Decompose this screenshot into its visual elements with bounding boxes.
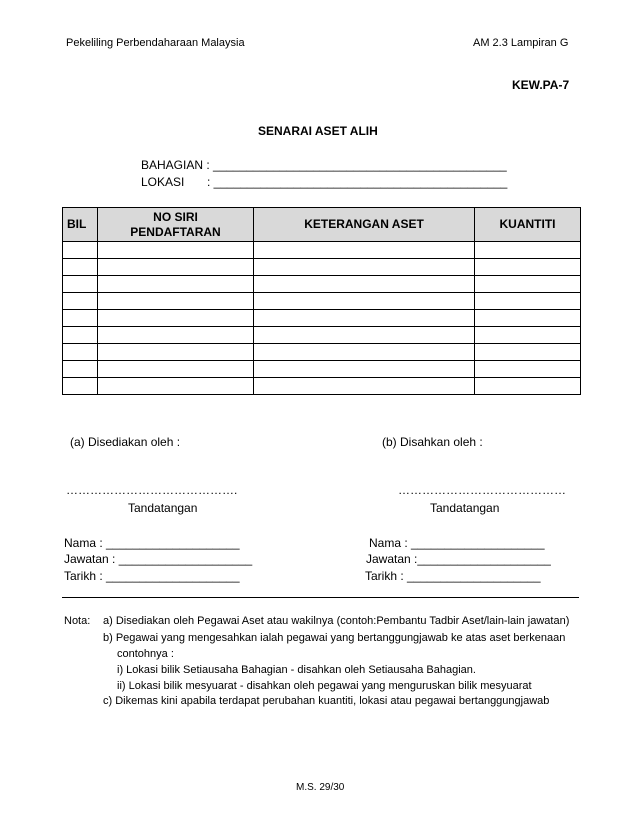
- approved-by-jawatan: Jawatan :____________________: [366, 552, 551, 566]
- table-row: [63, 310, 581, 327]
- notes-label: Nota:: [64, 615, 91, 627]
- column-header-keterangan: KETERANGAN ASET: [254, 208, 475, 242]
- lokasi-label: LOKASI: [141, 175, 185, 189]
- circular-reference: Pekeliling Perbendaharaan Malaysia: [66, 37, 245, 49]
- approved-by-signature-label: Tandatangan: [430, 501, 500, 515]
- table-cell-no-siri: [98, 310, 254, 327]
- table-cell-no-siri: [98, 378, 254, 395]
- column-header-bil: BIL: [63, 208, 98, 242]
- table-row: [63, 259, 581, 276]
- table-row: [63, 327, 581, 344]
- section-divider: [62, 597, 579, 598]
- prepared-by-nama: Nama : ____________________: [64, 536, 240, 550]
- appendix-reference: AM 2.3 Lampiran G: [473, 37, 569, 49]
- table-cell-kuantiti: [475, 259, 581, 276]
- table-cell-keterangan: [254, 276, 475, 293]
- table-cell-no-siri: [98, 361, 254, 378]
- page-number: M.S. 29/30: [296, 782, 345, 793]
- table-row: [63, 378, 581, 395]
- table-cell-bil: [63, 293, 98, 310]
- table-cell-bil: [63, 378, 98, 395]
- table-cell-bil: [63, 276, 98, 293]
- table-cell-kuantiti: [475, 293, 581, 310]
- table-cell-keterangan: [254, 259, 475, 276]
- table-row: [63, 361, 581, 378]
- note-a: a) Disediakan oleh Pegawai Aset atau wakilnya (contoh:Pembantu Tadbir Aset/lain-lain jawatan): [103, 615, 570, 627]
- form-code: KEW.PA-7: [512, 78, 570, 92]
- note-c: c) Dikemas kini apabila terdapat perubahan kuantiti, lokasi atau pegawai bertanggungjawab: [103, 695, 550, 707]
- table-cell-bil: [63, 344, 98, 361]
- page-title: SENARAI ASET ALIH: [258, 124, 378, 138]
- approved-by-signature-line: ……………………………………: [398, 483, 566, 497]
- table-cell-kuantiti: [475, 242, 581, 259]
- table-row: [63, 344, 581, 361]
- table-row: [63, 293, 581, 310]
- table-cell-bil: [63, 361, 98, 378]
- note-b: b) Pegawai yang mengesahkan ialah pegawai yang bertanggungjawab ke atas aset berkenaan: [103, 632, 566, 644]
- table-cell-keterangan: [254, 344, 475, 361]
- prepared-by-heading: (a) Disediakan oleh :: [70, 435, 181, 449]
- lokasi-field: : ____________________________________________: [207, 175, 508, 189]
- table-cell-no-siri: [98, 276, 254, 293]
- approved-by-nama: Nama : ____________________: [369, 536, 545, 550]
- table-cell-keterangan: [254, 361, 475, 378]
- table-cell-keterangan: [254, 242, 475, 259]
- approved-by-heading: (b) Disahkan oleh :: [382, 435, 483, 449]
- approved-by-tarikh: Tarikh : ____________________: [365, 569, 541, 583]
- table-cell-kuantiti: [475, 310, 581, 327]
- table-cell-kuantiti: [475, 276, 581, 293]
- table-cell-keterangan: [254, 378, 475, 395]
- table-header-row: [63, 208, 581, 242]
- table-cell-no-siri: [98, 344, 254, 361]
- table-cell-no-siri: [98, 242, 254, 259]
- table-cell-no-siri: [98, 293, 254, 310]
- table-cell-no-siri: [98, 327, 254, 344]
- prepared-by-signature-label: Tandatangan: [128, 501, 198, 515]
- asset-table: [62, 207, 581, 395]
- table-cell-bil: [63, 310, 98, 327]
- table-cell-keterangan: [254, 310, 475, 327]
- table-cell-kuantiti: [475, 344, 581, 361]
- note-b-ii: ii) Lokasi bilik mesyuarat - disahkan oleh pegawai yang menguruskan bilik mesyuarat: [117, 680, 532, 692]
- table-row: [63, 242, 581, 259]
- prepared-by-jawatan: Jawatan : ____________________: [64, 552, 253, 566]
- table-cell-keterangan: [254, 293, 475, 310]
- prepared-by-signature-line: …………………………………….: [66, 483, 238, 497]
- table-cell-keterangan: [254, 327, 475, 344]
- table-cell-kuantiti: [475, 378, 581, 395]
- column-header-kuantiti: KUANTITI: [475, 208, 581, 242]
- table-cell-bil: [63, 259, 98, 276]
- note-b-i: i) Lokasi bilik Setiausaha Bahagian - disahkan oleh Setiausaha Bahagian.: [117, 664, 476, 676]
- note-b-continued: contohnya :: [117, 648, 174, 660]
- table-cell-kuantiti: [475, 361, 581, 378]
- table-cell-no-siri: [98, 259, 254, 276]
- column-header-no-siri: NO SIRI PENDAFTARAN: [98, 208, 254, 242]
- table-cell-bil: [63, 327, 98, 344]
- table-row: [63, 276, 581, 293]
- table-cell-bil: [63, 242, 98, 259]
- table-cell-kuantiti: [475, 327, 581, 344]
- bahagian-field: BAHAGIAN : ____________________________________________: [141, 158, 507, 172]
- prepared-by-tarikh: Tarikh : ____________________: [64, 569, 240, 583]
